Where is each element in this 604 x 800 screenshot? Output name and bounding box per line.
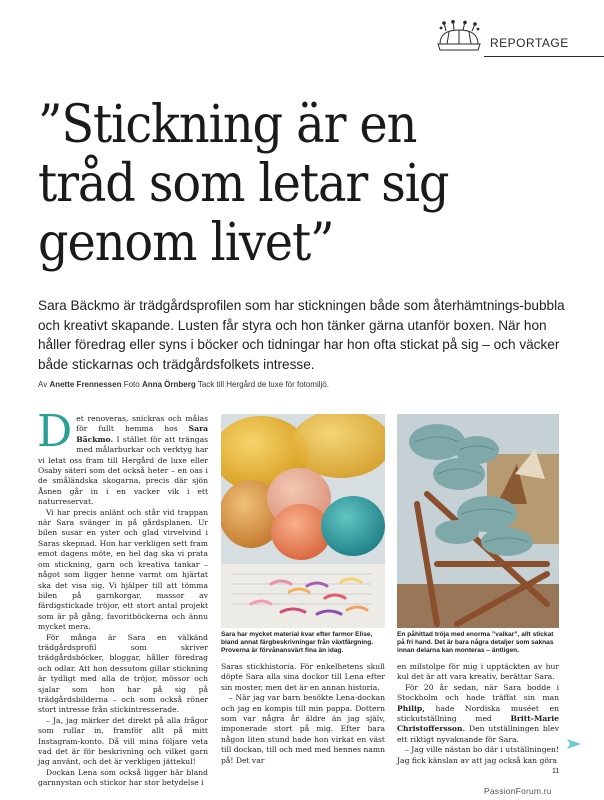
caption-bold-text: En påhittad tröja med enorma ”valkar”, allt stickat på fri hand. (397, 631, 554, 647)
watermark: PassionForum.ru (484, 786, 552, 796)
person-name: Philip, (397, 703, 425, 713)
body-text: I stället för att trängas med målarburkar och verktyg har vi letat oss fram till Hergård de luxe eller Osaby säteri som det också heter – en oas i de småländska skogarna, precis där sjön Åsnen går in i en vacker vik i ett naturreservat. (38, 434, 209, 507)
body-paragraph: en milstolpe för mig i upptäckten av hur kul det är att vara kreativ, berättar Sara. (397, 662, 559, 682)
body-text: För 20 år sedan, när Sara bodde i Stockholm och hade träffat sin man (397, 682, 559, 703)
body-paragraph: Vi har precis anlänt och står vid trappan när Sara svänger in på gårdsplanen. Ur bilen susar en yster och glad virvelvind i Saras skepnad. Hon har verkligen sett fram emot dagens möte, en hel dag ska vi prata om stickning, garn och kreativa tankar – något som ligger henne varmt om hjärtat ska det visa sig. Vi hjälper till att tömma bilen på garnkorgar, massor av färdigstickade tröjor, ett stort antal projekt som är på gång, favoritböckerna och ännu mycket mera. (38, 507, 208, 632)
photo-yarn-balls (221, 414, 385, 628)
body-paragraph: Saras stickhistoria. För enkelhetens skull döpte Sara alla sina dockor till Lena efter sin moster, men det är en annan historia. (221, 662, 385, 692)
header-divider (484, 56, 604, 57)
body-paragraph: För många är Sara en välkänd trädgårdsprofil som skriver trädgårdsböcker, bloggar, håller föredrag och odlar. Att hon dessutom gillar stickning är tydligt med alla de tröjor, mössor och sjalar som hon har på sig på trädgårdsbilderna – och som också röner stort intresse från stickintresserade. (38, 632, 208, 715)
body-paragraph: – Jag ville nästan bo där i utställningen! Jag fick känslan av att jag också kan göra (397, 745, 559, 765)
photo-sweater-stand (397, 414, 559, 628)
caption-text: Sara har mycket material kvar efter farmor Elise, bland annat färgbeskrivningar från växtfärgning. Proverna är förvånansvärt fina än idag. (221, 631, 374, 655)
byline-prefix: Av (38, 380, 48, 389)
byline-photo-prefix: Foto (123, 380, 140, 389)
body-paragraph: Dockan Lena som också ligger här bland garnnystan och stickor har stor betydelse i (38, 767, 208, 788)
person-name: Britt-Marie Christoffersson. (397, 714, 559, 734)
title-line-2: tråd som letar sig (38, 154, 449, 214)
title-line-1: ”Stickning är en (38, 95, 417, 155)
byline-photographer: Anna Örnberg (141, 380, 196, 389)
byline-thanks: Tack till Hergård de luxe för fotomiljö. (197, 380, 329, 389)
photo-caption-2 (397, 631, 559, 656)
sweater-photo-illustration (397, 414, 559, 628)
title-line-3: genom livet” (38, 213, 334, 273)
body-column-2 (221, 662, 385, 766)
body-paragraph: – När jag var barn besökte Lena-dockan och jag en kompis till min pappa. Dottern som var några år äldre än jag själv, imponerade stort på mig. Efter bara någon liten stund hade hon virkat en väst till dockan, till och med med hennes namn på! Det var (221, 693, 385, 765)
body-column-1 (37, 406, 209, 789)
article-lead: Sara Bäckmo är trädgårdsprofilen som har stickningen både som återhämtnings-bubbla och kreativt skapande. Lusten får styra och hon tänker gärna utanför boxen. När hon håller föredrag eller syns i böcker och tidningar har hon ofta stickat på sig – och väcker både stickarnas och trädgårdsfolkets intresse. (38, 298, 565, 372)
article-title (38, 96, 553, 273)
continue-arrow-icon (566, 738, 582, 750)
photo-caption-1 (221, 631, 385, 656)
body-text: hade Nordiska muséet en stickutställning med (397, 703, 559, 724)
yarn-photo-illustration (221, 414, 385, 628)
person-name: Sara Bäckmo. (76, 424, 208, 444)
body-paragraph (37, 406, 209, 508)
body-paragraph: – Ja, jag märker det direkt på alla frågor som rullar in, framför allt på mitt Instagram-konto. Då vill mina följare veta vad det är för beskrivning och vilket garn jag använt, och det är verkligen jättekul! (38, 715, 208, 767)
byline (38, 380, 558, 389)
body-column-3 (397, 662, 559, 766)
section-label: REPORTAGE (490, 36, 569, 50)
body-text: et renoveras, snickras och målas för fullt hemma hos (76, 414, 208, 434)
body-text: Den utställningen blev ett riktigt nyvaknande för Sara. (397, 724, 559, 744)
byline-author: Anette Frennessen (49, 380, 122, 389)
page-number: 11 (552, 768, 560, 775)
drop-cap: D (37, 406, 73, 457)
pincushion-icon (432, 20, 486, 60)
body-paragraph (397, 683, 559, 745)
section-header (432, 20, 604, 56)
caption-text: Det är bara några detaljer som saknas innan delarna kan monteras – äntligen. (397, 639, 554, 655)
